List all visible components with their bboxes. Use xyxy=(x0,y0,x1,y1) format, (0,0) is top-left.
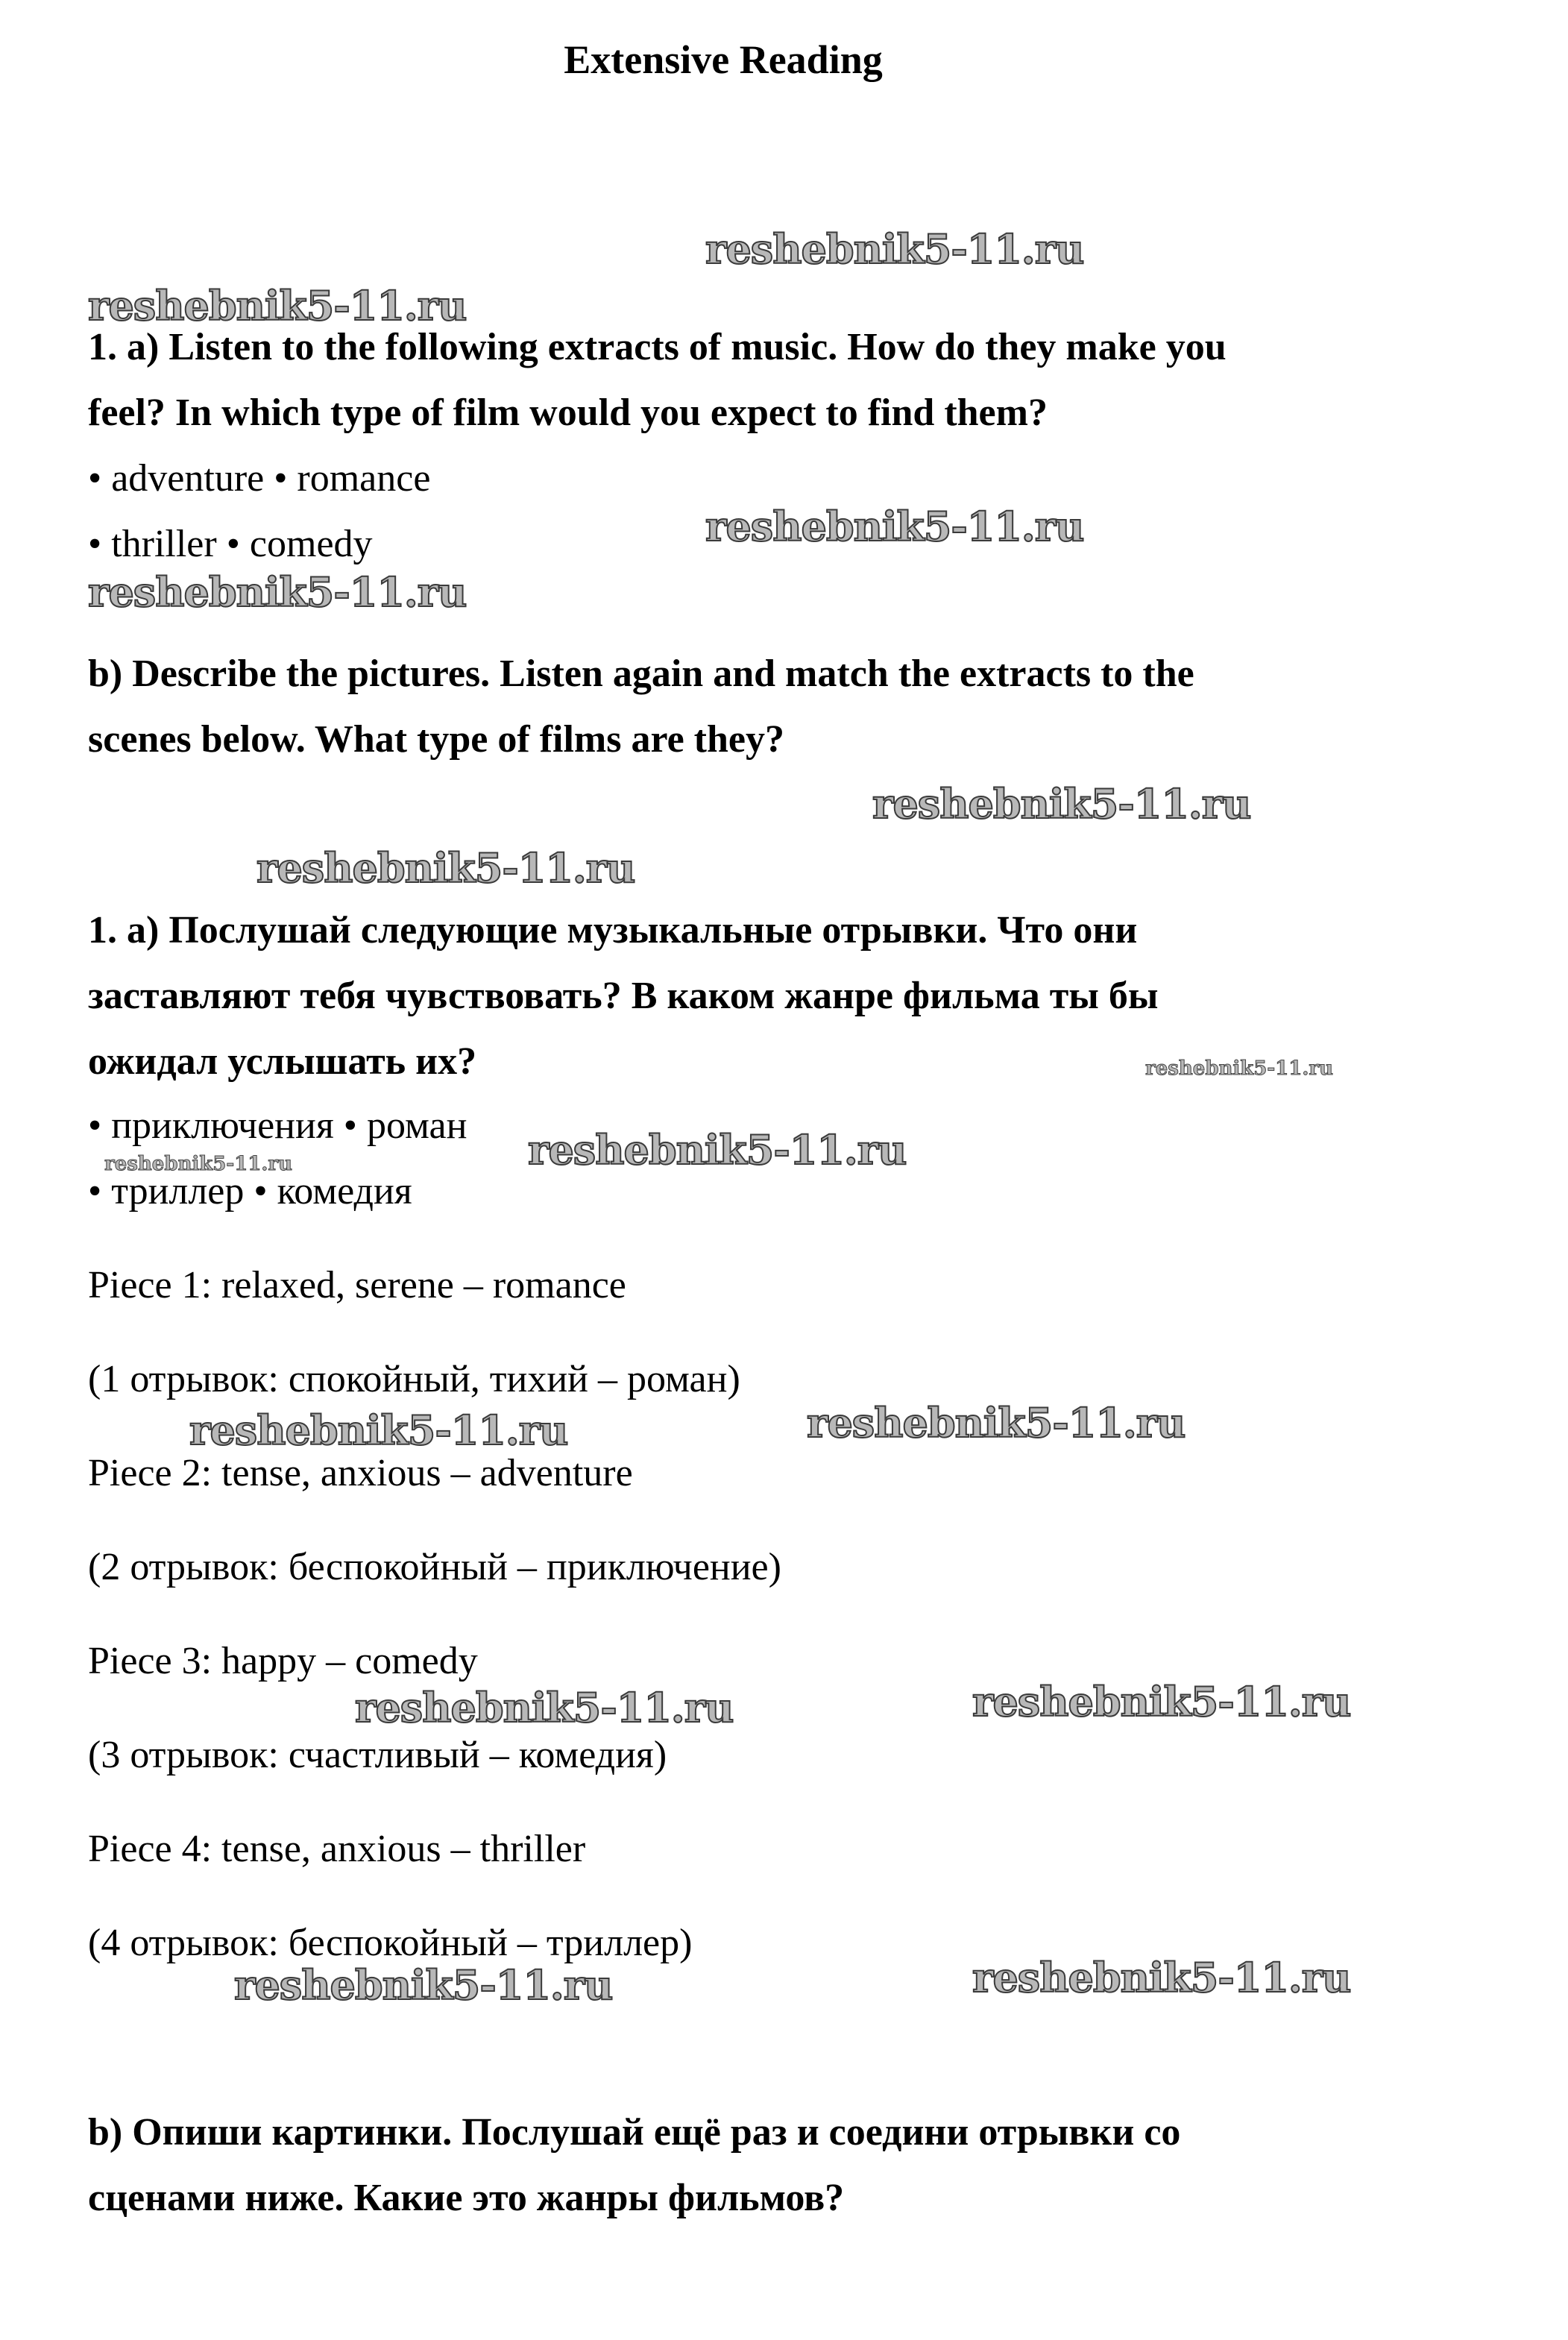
page-title: Extensive Reading xyxy=(564,37,883,82)
answer-3-ru: (3 отрывок: счастливый – комедия) xyxy=(88,1734,667,1776)
watermark: reshebnik5-11.ru xyxy=(104,1153,293,1175)
watermark: reshebnik5-11.ru xyxy=(234,1961,613,2009)
task-a-en-line-1: 1. a) Listen to the following extracts of music. How do they make you xyxy=(88,326,1227,368)
answer-2-en: Piece 2: tense, anxious – adventure xyxy=(88,1452,633,1494)
task-b-ru-line-1: b) Опиши картинки. Послушай ещё раз и соедини отрывки со xyxy=(88,2111,1181,2154)
options-ru-line-1: • приключения • роман xyxy=(88,1104,467,1147)
answer-4-en: Piece 4: tense, anxious – thriller xyxy=(88,1828,586,1870)
answer-2-ru: (2 отрывок: беспокойный – приключение) xyxy=(88,1546,781,1588)
task-a-ru-line-1: 1. а) Послушай следующие музыкальные отрывки. Что они xyxy=(88,909,1138,952)
task-a-ru-line-2: заставляют тебя чувствовать? В каком жанре фильма ты бы xyxy=(88,975,1159,1017)
watermark: reshebnik5-11.ru xyxy=(88,568,467,616)
task-b-en-line-1: b) Describe the pictures. Listen again and match the extracts to the xyxy=(88,652,1194,695)
watermark: reshebnik5-11.ru xyxy=(189,1406,568,1454)
answer-1-en: Piece 1: relaxed, serene – romance xyxy=(88,1264,626,1306)
watermark: reshebnik5-11.ru xyxy=(705,225,1084,273)
watermark: reshebnik5-11.ru xyxy=(972,1678,1351,1726)
answer-4-ru: (4 отрывок: беспокойный – триллер) xyxy=(88,1922,693,1964)
watermark: reshebnik5-11.ru xyxy=(807,1399,1186,1447)
watermark: reshebnik5-11.ru xyxy=(88,282,467,330)
task-a-en-line-2: feel? In which type of film would you expect to find them? xyxy=(88,391,1048,434)
watermark: reshebnik5-11.ru xyxy=(256,844,635,892)
answer-3-en: Piece 3: happy – comedy xyxy=(88,1640,478,1682)
watermark: reshebnik5-11.ru xyxy=(1145,1057,1334,1080)
watermark: reshebnik5-11.ru xyxy=(355,1684,734,1732)
task-a-ru-line-3: ожидал услышать их? xyxy=(88,1040,477,1083)
task-b-en-line-2: scenes below. What type of films are they? xyxy=(88,718,784,761)
options-ru-line-2: • триллер • комедия xyxy=(88,1170,412,1213)
watermark: reshebnik5-11.ru xyxy=(872,780,1251,828)
watermark: reshebnik5-11.ru xyxy=(528,1126,907,1174)
task-b-ru-line-2: сценами ниже. Какие это жанры фильмов? xyxy=(88,2177,845,2219)
watermark: reshebnik5-11.ru xyxy=(972,1954,1351,2001)
options-en-line-1: • adventure • romance xyxy=(88,457,431,500)
watermark: reshebnik5-11.ru xyxy=(705,503,1084,550)
answer-1-ru: (1 отрывок: спокойный, тихий – роман) xyxy=(88,1358,740,1400)
options-en-line-2: • thriller • comedy xyxy=(88,523,373,565)
